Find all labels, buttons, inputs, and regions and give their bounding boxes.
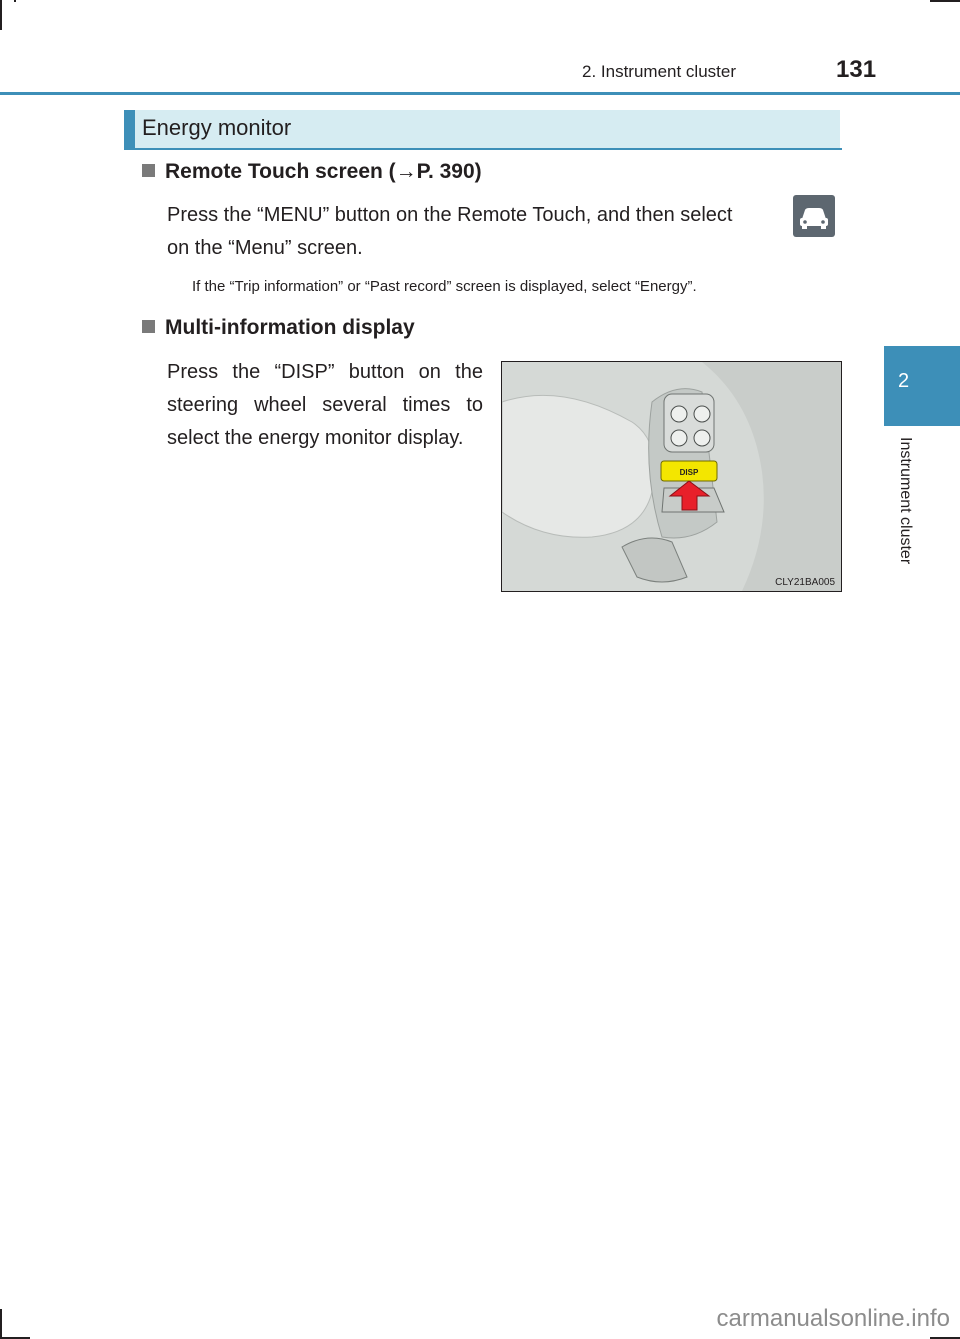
watermark: carmanualsonline.info (716, 1305, 950, 1332)
chapter-tab-label: Instrument cluster (897, 437, 914, 565)
page-number: 131 (836, 56, 877, 83)
remote-touch-note: If the “Trip information” or “Past record” screen is displayed, select “Energy”. (192, 278, 697, 295)
chapter-tab (884, 346, 960, 426)
crop-mark (0, 0, 2, 30)
steering-wheel-drawing (502, 362, 841, 591)
section-title: Energy monitor (142, 115, 292, 140)
chapter-tab-number: 2 (898, 370, 910, 392)
remote-touch-line-1: Press the “MENU” button on the Remote Touch, and then select (167, 204, 733, 226)
car-icon (793, 195, 835, 237)
crop-mark (0, 1309, 2, 1339)
multi-info-heading: Multi-information display (142, 316, 415, 340)
square-bullet-icon (142, 320, 155, 333)
multi-info-text: Press the “DISP” button on the steering wheel several times to select the energy monitor display. (167, 361, 483, 449)
chapter-title: 2. Instrument cluster (582, 62, 737, 81)
remote-touch-heading: Remote Touch screen (→P. 390) (142, 160, 482, 184)
remote-touch-line-2: on the “Menu” screen. (167, 237, 363, 259)
disp-button-label: DISP (679, 468, 699, 477)
crop-mark (930, 0, 960, 2)
square-bullet-icon (142, 164, 155, 177)
header-rule (0, 92, 960, 95)
crop-mark (14, 0, 16, 2)
section-header (124, 110, 840, 148)
section-rule (124, 148, 842, 150)
figure-code: CLY21BA005 (775, 577, 835, 588)
steering-wheel-illustration (501, 361, 842, 592)
